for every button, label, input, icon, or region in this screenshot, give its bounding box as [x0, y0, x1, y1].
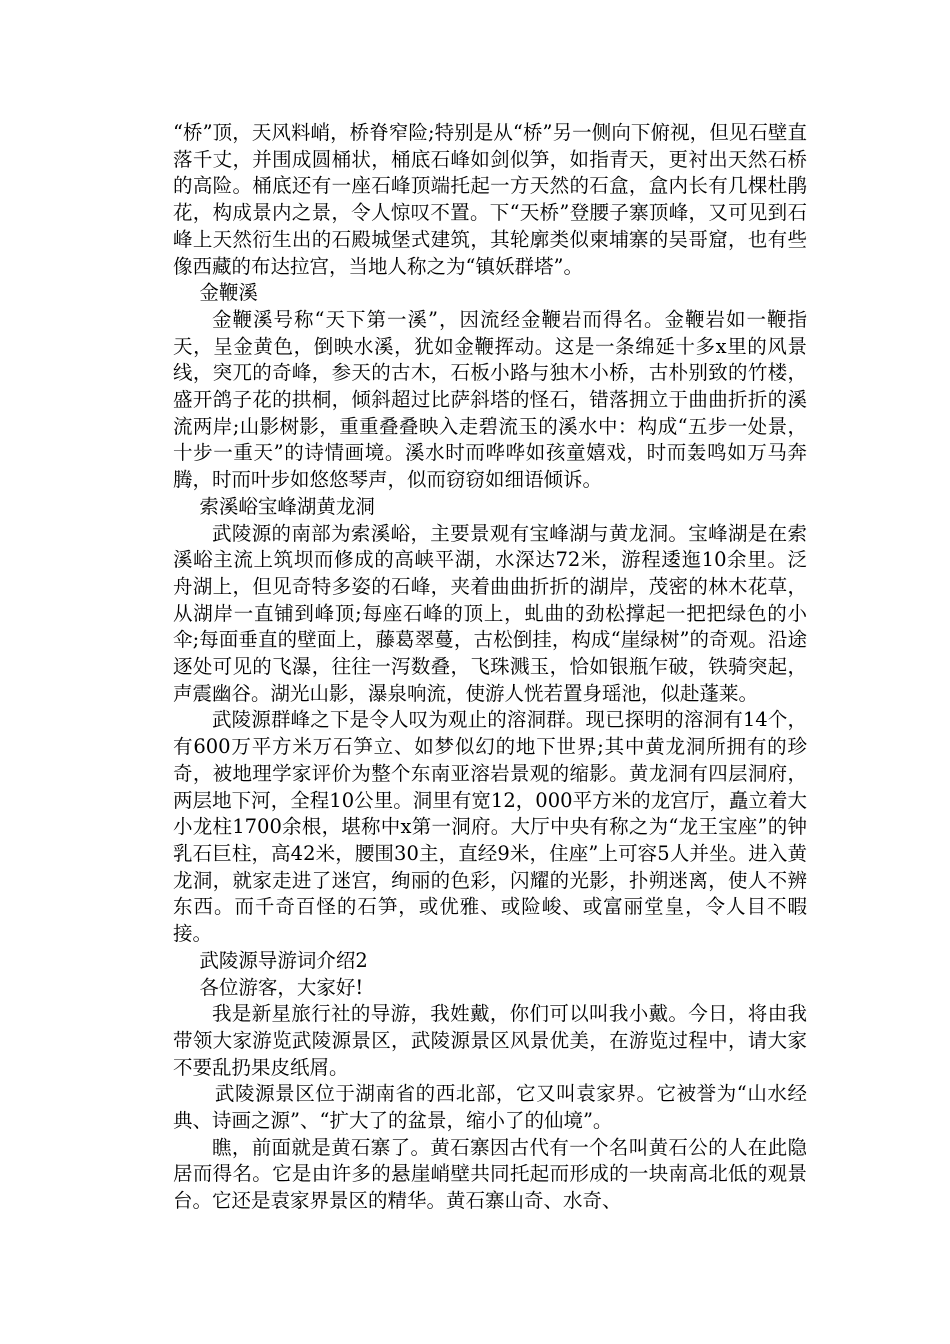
heading-guide-intro-2: 武陵源导游词介绍2 — [199, 948, 368, 972]
paragraph-guide-self-intro: 我是新星旅行社的导游，我姓戴，你们可以叫我小戴。今日，将由我带领大家游览武陵源景区，武陵源景区风景优美，在游览过程中，请大家不要乱扔果皮纸屑。 — [173, 1002, 807, 1079]
heading-suoxiyu: 索溪峪宝峰湖黄龙洞 — [199, 494, 375, 518]
greeting-line: 各位游客，大家好! — [199, 975, 364, 999]
paragraph-location: 武陵源景区位于湖南省的西北部，它又叫袁家界。它被誉为“山水经典、诗画之源”、“扩大了的盆景，缩小了的仙境”。 — [173, 1082, 807, 1133]
paragraph-baofenghu: 武陵源的南部为索溪峪，主要景观有宝峰湖与黄龙洞。宝峰湖是在索溪峪主流上筑坝而修成的高峡平湖，水深达72米，游程逶迤10余里。泛舟湖上，但见奇特多姿的石峰，夹着曲曲折折的湖岸，茂密的林木花草，从湖岸一直铺到峰顶;每座石峰的顶上，虬曲的劲松撑起一把把绿色的小伞;每面垂直的壁面上，藤葛翠蔓，古松倒挂，构成“崖绿树”的奇观。沿途逐处可见的飞瀑，往往一泻数叠，飞珠溅玉，恰如银瓶乍破，铁骑突起，声震幽谷。湖光山影，瀑泉响流，使游人恍若置身瑶池，似赴蓬莱。 — [173, 521, 807, 705]
paragraph-jinbianxi: 金鞭溪号称“天下第一溪”，因流经金鞭岩而得名。金鞭岩如一鞭指天，呈金黄色，倒映水溪，犹如金鞭挥动。这是一条绵延十多x里的风景线，突兀的奇峰，参天的古木，石板小路与独木小桥，古朴别致的竹楼，盛开鸽子花的拱桐，倾斜超过比萨斜塔的怪石，错落拥立于曲曲折折的溪流两岸;山影树影，重重叠叠映入走碧流玉的溪水中：构成“五步一处景，十步一重天”的诗情画境。溪水时而哗哗如孩童嬉戏，时而轰鸣如万马奔腾，时而叶步如悠悠琴声，似而窃窃如细语倾诉。 — [173, 307, 807, 492]
heading-jinbianxi: 金鞭溪 — [199, 281, 258, 305]
paragraph-tianqiao: “桥”顶，天风料峭，桥脊窄险;特别是从“桥”另一侧向下俯视，但见石壁直落千丈，并围成圆桶状，桶底石峰如剑似笋，如指青天，更衬出天然石桥的高险。桶底还有一座石峰顶端托起一方天然的石盒，盒内长有几棵杜鹃花，构成景内之景，令人惊叹不置。下“天桥”登腰子寨顶峰，又可见到石峰上天然衍生出的石殿城堡式建筑，其轮廓类似柬埔寨的吴哥窟，也有些像西藏的布达拉宫，当地人称之为“镇妖群塔”。 — [173, 121, 807, 278]
paragraph-huangshizhai: 瞧，前面就是黄石寨了。黄石寨因古代有一个名叫黄石公的人在此隐居而得名。它是由许多的悬崖峭壁共同托起而形成的一块南高北低的观景台。它还是袁家界景区的精华。黄石寨山奇、水奇、 — [173, 1135, 807, 1213]
document-body — [173, 120, 807, 1215]
paragraph-huanglongdong: 武陵源群峰之下是令人叹为观止的溶洞群。现已探明的溶洞有14个，有600万平方米万石笋立、如梦似幻的地下世界;其中黄龙洞所拥有的珍奇，被地理学家评价为整个东南亚溶岩景观的缩影。黄龙洞有四层洞府，两层地下河，全程10公里。洞里有宽12，000平方米的龙宫厅，矗立着大小龙柱1700余根，堪称中x第一洞府。大厅中央有称之为“龙王宝座”的钟乳石巨柱，高42米，腰围30主，直经9米，住座”上可容5人并坐。进入黄龙洞，就家走进了迷宫，绚丽的色彩，闪耀的光影，扑朔迷离，使人不辨东西。而千奇百怪的石笋，或优雅、或险峻、或富丽堂皇，令人目不暇接。 — [173, 708, 807, 946]
